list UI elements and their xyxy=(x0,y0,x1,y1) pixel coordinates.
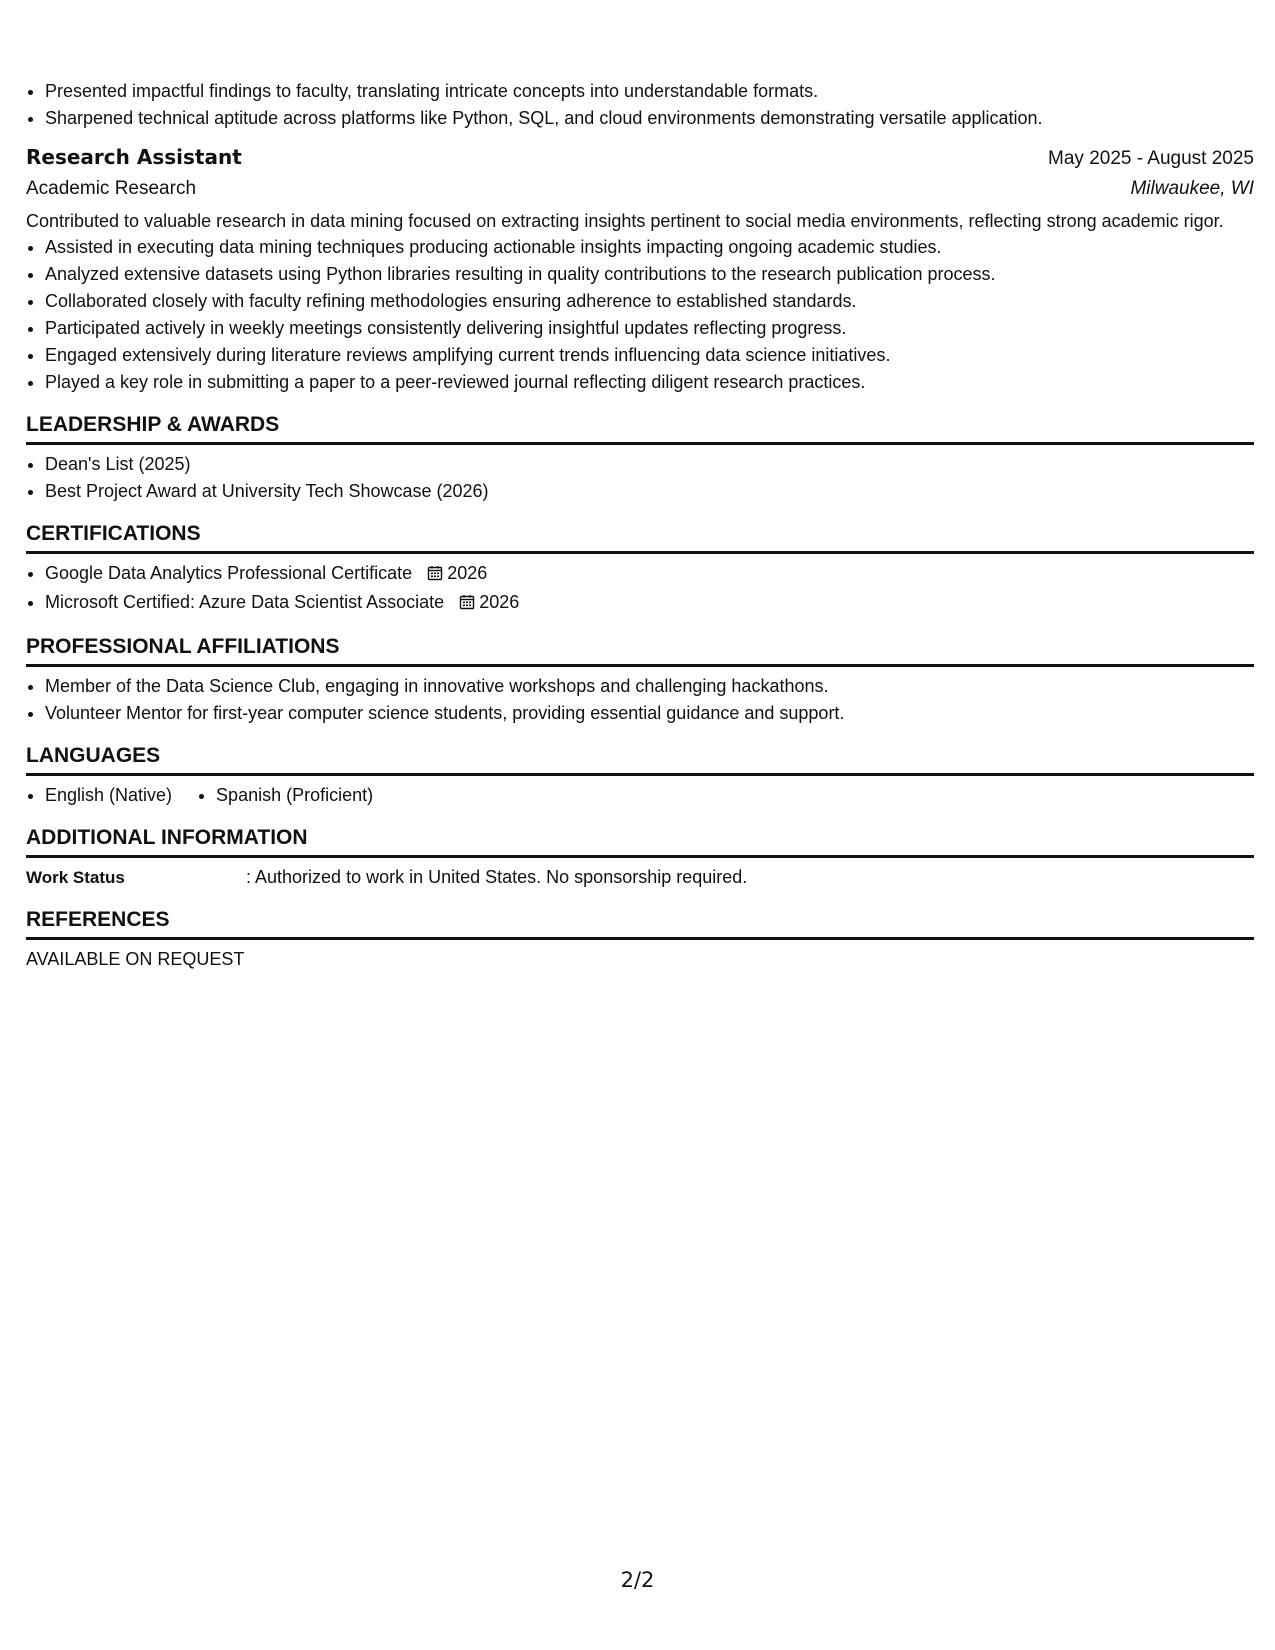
certification-name: Microsoft Certified: Azure Data Scientist Associate xyxy=(45,592,445,612)
list-item xyxy=(45,589,1254,618)
list-item: • Spanish (Proficient) xyxy=(216,782,373,809)
work-status-value: : Authorized to work in United States. No sponsorship required. xyxy=(246,867,748,887)
list-item: • Presented impactful findings to faculty, translating intricate concepts into understandable formats. xyxy=(45,78,1254,105)
resume-page xyxy=(26,78,1254,973)
leadership-list xyxy=(26,451,1254,505)
job-subheader xyxy=(26,174,1254,204)
certification-year: 2026 xyxy=(479,592,520,612)
job-location: Milwaukee, WI xyxy=(1130,178,1254,199)
list-item xyxy=(45,560,1254,589)
list-item: • Analyzed extensive datasets using Python libraries resulting in quality contributions to the research publication process. xyxy=(45,261,1254,288)
section-title-references: REFERENCES xyxy=(26,905,1254,940)
list-item: • Dean's List (2025) xyxy=(45,451,1254,478)
list-item: • Member of the Data Science Club, engaging in innovative workshops and challenging hackathons. xyxy=(45,673,1254,700)
certification-year: 2026 xyxy=(447,563,488,583)
affiliations-list xyxy=(26,673,1254,727)
section-title-additional: ADDITIONAL INFORMATION xyxy=(26,823,1254,858)
list-item: • Sharpened technical aptitude across platforms like Python, SQL, and cloud environments demonstrating versatile application. xyxy=(45,105,1254,132)
experience-continued-list xyxy=(26,78,1254,132)
job-organization: Academic Research xyxy=(26,178,197,199)
calendar-icon xyxy=(459,591,475,618)
job-title: Research Assistant xyxy=(26,145,242,169)
job-header xyxy=(26,142,1254,174)
list-item: • Collaborated closely with faculty refining methodologies ensuring adherence to established standards. xyxy=(45,288,1254,315)
work-status-label: Work Status xyxy=(26,868,125,887)
section-title-certifications: CERTIFICATIONS xyxy=(26,519,1254,554)
certifications-list xyxy=(26,560,1254,618)
languages-list xyxy=(26,782,1254,809)
work-status-row xyxy=(26,864,1254,891)
section-title-affiliations: PROFESSIONAL AFFILIATIONS xyxy=(26,632,1254,667)
list-item: • Played a key role in submitting a paper to a peer-reviewed journal reflecting diligent research practices. xyxy=(45,369,1254,396)
calendar-icon xyxy=(427,562,443,589)
job-dates: May 2025 - August 2025 xyxy=(1048,148,1254,169)
section-title-leadership: LEADERSHIP & AWARDS xyxy=(26,410,1254,445)
certification-name: Google Data Analytics Professional Certificate xyxy=(45,563,413,583)
page-number: 2/2 xyxy=(620,1568,655,1592)
list-item: • Best Project Award at University Tech Showcase (2026) xyxy=(45,478,1254,505)
list-item: • Assisted in executing data mining techniques producing actionable insights impacting ongoing academic studies. xyxy=(45,234,1254,261)
section-title-languages: LANGUAGES xyxy=(26,741,1254,776)
job-bullet-list xyxy=(26,234,1254,396)
list-item: • English (Native) xyxy=(45,782,172,809)
list-item: • Volunteer Mentor for first-year computer science students, providing essential guidance and support. xyxy=(45,700,1254,727)
job-summary: Contributed to valuable research in data mining focused on extracting insights pertinent to social media environments, reflecting strong academic rigor. xyxy=(26,211,1224,231)
list-item: • Engaged extensively during literature reviews amplifying current trends influencing data science initiatives. xyxy=(45,342,1254,369)
references-text: AVAILABLE ON REQUEST xyxy=(26,949,245,969)
list-item: • Participated actively in weekly meetings consistently delivering insightful updates reflecting progress. xyxy=(45,315,1254,342)
